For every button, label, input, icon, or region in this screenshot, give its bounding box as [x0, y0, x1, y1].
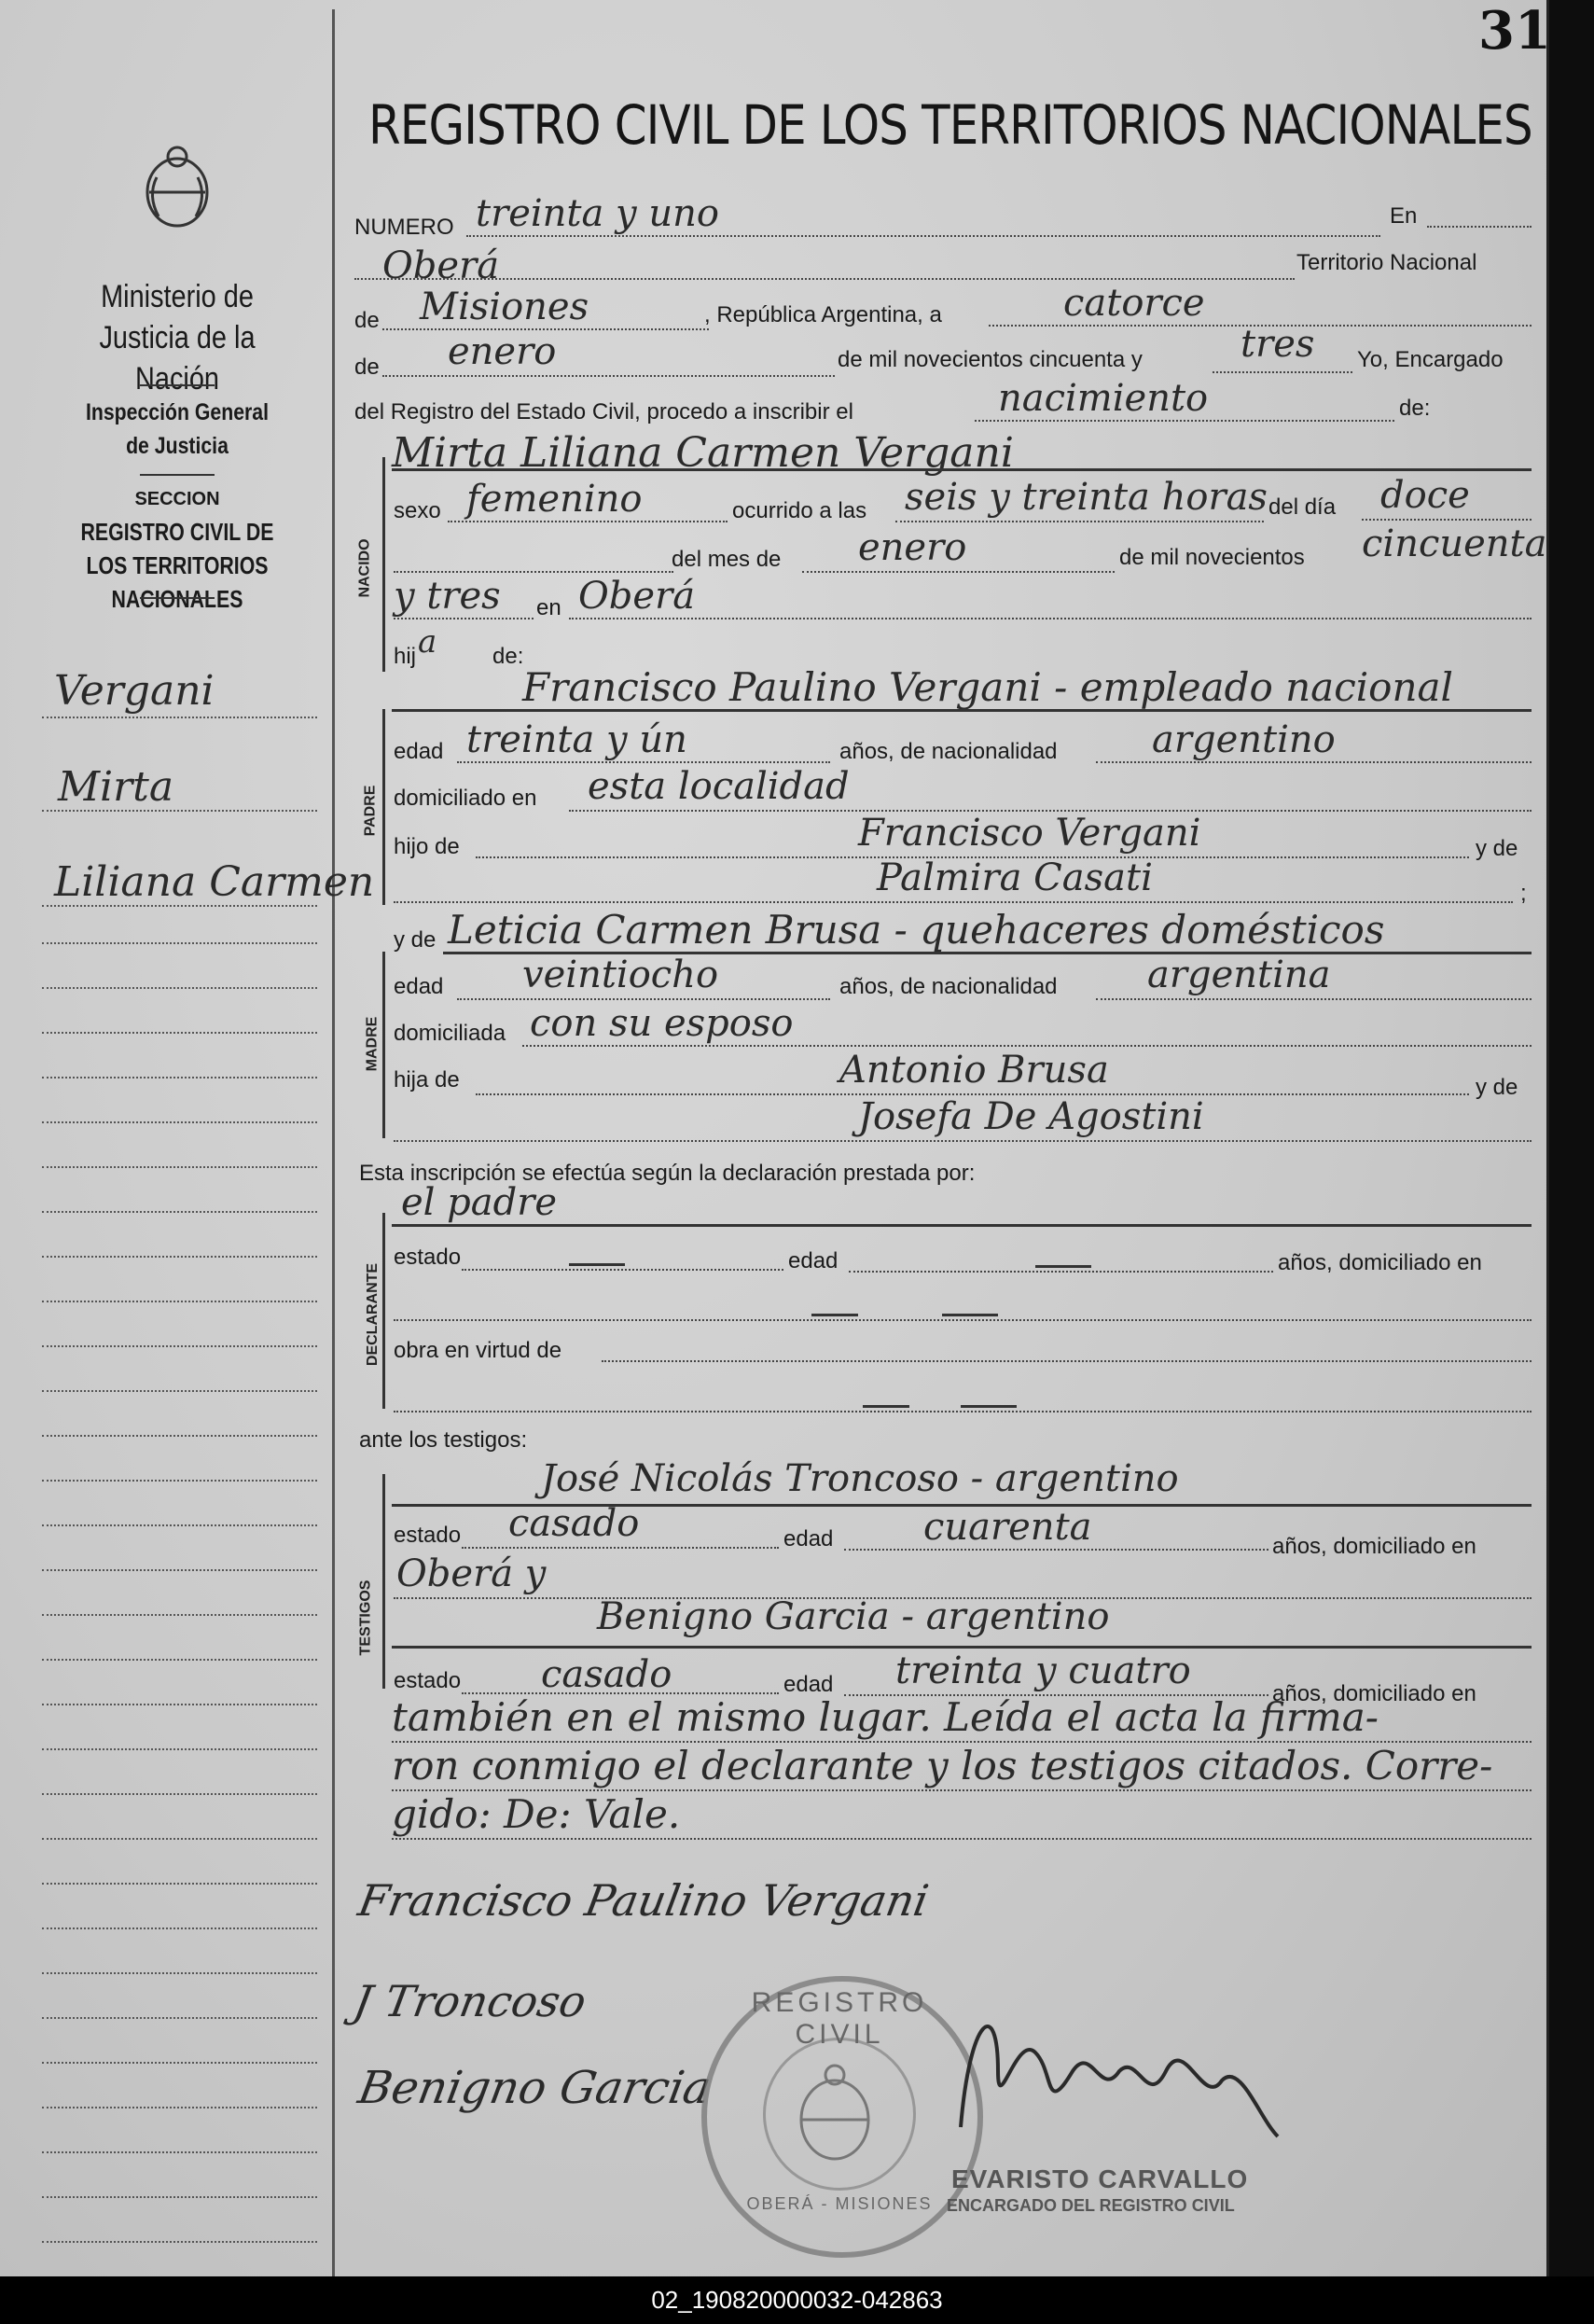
margin-line [42, 810, 317, 812]
declarante-bracket [382, 1213, 391, 1409]
testigos-side-label: TESTIGOS [357, 1579, 374, 1656]
w1-edad: cuarenta [923, 1506, 1092, 1549]
yo-label: Yo, Encargado [1357, 347, 1504, 372]
anos-nac-label: años, de nacionalidad [839, 739, 1058, 764]
birth-place: Oberá [578, 575, 696, 618]
margin-line [42, 1211, 317, 1213]
y-de-label-3: y de [1476, 1075, 1518, 1100]
birth-month: enero [858, 526, 967, 569]
margin-line [42, 1032, 317, 1034]
section-name: REGISTRO CIVIL DE LOS TERRITORIOS NACIONALES [80, 518, 274, 613]
margin-line [42, 1077, 317, 1079]
birth-year-a: cincuenta [1362, 522, 1547, 565]
margin-line [42, 1927, 317, 1929]
anos-dom-label: años, domiciliado en [1278, 1250, 1482, 1275]
margin-line [42, 1883, 317, 1885]
margin-line [42, 2107, 317, 2108]
margin-line [42, 905, 317, 907]
place-line [354, 278, 1295, 280]
officer-title: ENCARGADO DEL REGISTRO CIVIL [947, 2196, 1235, 2215]
day-line-2 [1362, 519, 1532, 521]
margin-line [42, 1524, 317, 1526]
margin-line [42, 1748, 317, 1750]
declarant-value: el padre [401, 1181, 558, 1224]
dash [863, 1405, 909, 1408]
obra-line [602, 1360, 1532, 1362]
margin-line [42, 1345, 317, 1347]
coat-of-arms-icon [138, 140, 216, 230]
en-label: En [1390, 203, 1418, 229]
w1-estado: casado [508, 1502, 640, 1545]
margin-first-name: Mirta [58, 763, 174, 811]
sexo-line [448, 521, 728, 522]
father-nat: argentino [1152, 718, 1336, 761]
w1-edad-line [844, 1549, 1268, 1551]
place-line-2 [569, 618, 1532, 619]
hijo-label: hij [394, 644, 417, 669]
father-line [392, 709, 1532, 712]
year-value: tres [1241, 323, 1315, 366]
mother-age: veintiocho [522, 953, 719, 996]
father-age-line [457, 761, 830, 763]
margin-line [42, 2241, 317, 2243]
declarante-label: DECLARANTE [365, 1262, 381, 1367]
y-de-label: y de [1476, 836, 1518, 861]
territory-value: Misiones [420, 285, 589, 328]
margin-line [42, 1390, 317, 1392]
semicolon: ; [1520, 881, 1527, 906]
page-edge-line [1546, 0, 1549, 2276]
seal-arms-icon [793, 2062, 877, 2164]
image-id-footer: 02_190820000032-042863 [0, 2276, 1594, 2324]
dash [811, 1314, 858, 1316]
divider [140, 597, 215, 599]
place-value: Oberá [382, 244, 500, 287]
margin-line [42, 1256, 317, 1258]
margin-line [42, 2151, 317, 2153]
w1-dom: Oberá y [396, 1552, 547, 1595]
estado-label: estado [394, 1245, 462, 1270]
signature-father: Francisco Paulino Vergani [354, 1875, 933, 1926]
margin-line [42, 1793, 317, 1795]
margin-middle-names: Liliana Carmen [54, 858, 375, 906]
mil-label: de mil novecientos cincuenta y [838, 347, 1143, 372]
w2-edad: treinta y cuatro [895, 1649, 1191, 1692]
republica-label: , República Argentina, a [704, 302, 942, 327]
ocurrido-label: ocurrido a las [732, 498, 867, 523]
year-line-2 [394, 618, 534, 619]
declarant-line [392, 1224, 1532, 1227]
mother-name: Leticia Carmen Brusa - quehaceres domésticos [448, 907, 1385, 953]
month-value: enero [448, 330, 557, 373]
divider [140, 384, 215, 386]
edad-label: edad [394, 739, 444, 764]
witness-1: José Nicolás Troncoso - argentino [541, 1457, 1179, 1500]
nacido-label: NACIDO [356, 538, 373, 598]
testigos-bracket [382, 1474, 391, 1689]
estado-line [462, 1269, 783, 1271]
mother-dom-line [522, 1045, 1532, 1047]
declarant-dom-line [394, 1319, 1532, 1321]
obra-line-2 [394, 1411, 1532, 1412]
page-edge [1548, 0, 1594, 2276]
edad-label-2: edad [394, 974, 444, 999]
father-name: Francisco Paulino Vergani - empleado nacional [522, 664, 1453, 710]
day-value: catorce [1063, 282, 1205, 325]
sexo-label: sexo [394, 498, 441, 523]
hour-value: seis y treinta horas [905, 476, 1268, 519]
mother-mother: Josefa De Agostini [858, 1095, 1204, 1138]
anos-dom-label-2: años, domiciliado en [1272, 1534, 1476, 1559]
declaracion-label: Esta inscripción se efectúa según la declaración prestada por: [359, 1161, 976, 1186]
margin-line [42, 1972, 317, 1974]
margin-line [42, 1569, 317, 1571]
margin-line [42, 1121, 317, 1123]
anos-dom-label-3: años, domiciliado en [1272, 1681, 1476, 1706]
seal-text: REGISTRO CIVIL [751, 1987, 928, 2050]
month-line [382, 375, 835, 377]
edad-line [849, 1271, 1273, 1273]
hour-line [895, 521, 1264, 522]
margin-surname: Vergani [54, 667, 215, 715]
de-label: de [354, 308, 380, 333]
officer-signature-icon [942, 1959, 1296, 2146]
del-dia-label: del día [1268, 494, 1337, 520]
margin-line [42, 1704, 317, 1705]
birth-day: doce [1380, 474, 1470, 517]
en-line [1427, 226, 1532, 228]
margin-line [42, 2017, 317, 2019]
month-line-2 [802, 571, 1115, 573]
hijo-de-label: hijo de [394, 834, 460, 859]
margin-line [42, 1614, 317, 1616]
inspection-label: Inspección General de Justicia [85, 399, 270, 459]
signature-witness-1: J Troncoso [350, 1976, 590, 2026]
padre-bracket [382, 709, 391, 905]
numero-label: NUMERO [354, 215, 454, 240]
w2-estado: casado [541, 1653, 672, 1696]
child-name-line [392, 468, 1532, 471]
mes-label: del mes de [672, 547, 782, 572]
mother-nat: argentina [1147, 953, 1331, 996]
testigos-label: ante los testigos: [359, 1427, 528, 1453]
margin-line [42, 942, 317, 944]
act-value: nacimiento [998, 377, 1209, 420]
obra-label: obra en virtud de [394, 1338, 562, 1363]
de-label-2: de [354, 355, 380, 380]
dash [961, 1405, 1017, 1408]
mother-age-line [457, 998, 830, 1000]
signature-witness-2: Benigno Garcia [354, 2062, 715, 2114]
padre-label: PADRE [362, 785, 379, 837]
closing-line-1: también en el mismo lugar. Leída el acta la firma- [392, 1694, 1379, 1740]
madre-bracket [382, 952, 391, 1138]
mother-nat-line [1096, 998, 1532, 1000]
hija-de-label: hija de [394, 1067, 460, 1092]
numero-value: treinta y uno [476, 192, 719, 235]
mil-nov-label: de mil novecientos [1119, 545, 1305, 570]
edad-label-3: edad [788, 1248, 839, 1273]
margin-line [42, 2196, 317, 2198]
madre-label: MADRE [364, 1016, 381, 1072]
y-de-label-2: y de [394, 927, 437, 953]
closing-line-2: ron conmigo el declarante y los testigos citados. Corre- [392, 1743, 1493, 1788]
dash [569, 1263, 625, 1266]
de-colon: de: [1399, 396, 1431, 421]
margin-line [42, 1301, 317, 1302]
domiciliado-label: domiciliado en [394, 786, 537, 811]
nacido-bracket [382, 457, 391, 672]
margin-line [42, 1838, 317, 1840]
domiciliada-label: domiciliada [394, 1021, 506, 1046]
margin-divider [332, 9, 335, 2276]
margin-line [42, 1435, 317, 1437]
margin-line [42, 2062, 317, 2064]
estado-label-2: estado [394, 1523, 462, 1548]
father-mother-line [394, 901, 1513, 903]
page-number: 31 [1478, 0, 1551, 62]
seal-subtext: OBERÁ - MISIONES [746, 2194, 933, 2213]
section-label: SECCION [134, 489, 220, 509]
closing-line-3: gido: De: Vale. [392, 1791, 681, 1837]
page-title: REGISTRO CIVIL DE LOS TERRITORIOS NACIONALES [368, 93, 1532, 157]
edad-label-4: edad [783, 1526, 834, 1552]
hijo-suffix: a [418, 623, 437, 661]
divider [140, 474, 215, 476]
father-dom: esta localidad [588, 765, 850, 808]
registro-label: del Registro del Estado Civil, procedo a inscribir el [354, 399, 853, 424]
margin-line [42, 1659, 317, 1661]
ministry-label: Ministerio de Justicia de la Nación [99, 279, 256, 397]
year-line [1213, 371, 1352, 373]
father-nat-line [1096, 761, 1532, 763]
officer-name: EVARISTO CARVALLO [951, 2164, 1249, 2193]
father-father: Francisco Vergani [858, 812, 1201, 855]
edad-label-5: edad [783, 1672, 834, 1697]
estado-label-3: estado [394, 1668, 462, 1693]
w1-estado-line [462, 1547, 779, 1549]
mother-dom: con su esposo [530, 1002, 794, 1045]
birth-year-b: y tres [394, 575, 501, 618]
mother-mother-line [394, 1140, 1532, 1142]
father-mother: Palmira Casati [877, 856, 1153, 899]
closing-underline-3 [392, 1838, 1532, 1840]
de-colon-2: de: [492, 644, 524, 669]
dash [942, 1314, 998, 1316]
en-label-2: en [536, 595, 561, 620]
margin-line [42, 717, 317, 718]
margin-line [42, 1480, 317, 1482]
mother-father: Antonio Brusa [839, 1049, 1109, 1092]
sexo-value: femenino [466, 478, 643, 521]
father-age: treinta y ún [466, 718, 687, 761]
child-name: Mirta Liliana Carmen Vergani [392, 429, 1014, 477]
numero-line [466, 235, 1380, 237]
territorio-label: Territorio Nacional [1296, 250, 1477, 275]
witness-2: Benigno Garcia - argentino [597, 1595, 1110, 1638]
witness-2-line [392, 1646, 1532, 1649]
blank-line [394, 571, 673, 573]
act-line [975, 420, 1394, 422]
margin-line [42, 987, 317, 989]
margin-line [42, 1166, 317, 1168]
dash [1035, 1265, 1091, 1268]
anos-nac-label-2: años, de nacionalidad [839, 974, 1058, 999]
